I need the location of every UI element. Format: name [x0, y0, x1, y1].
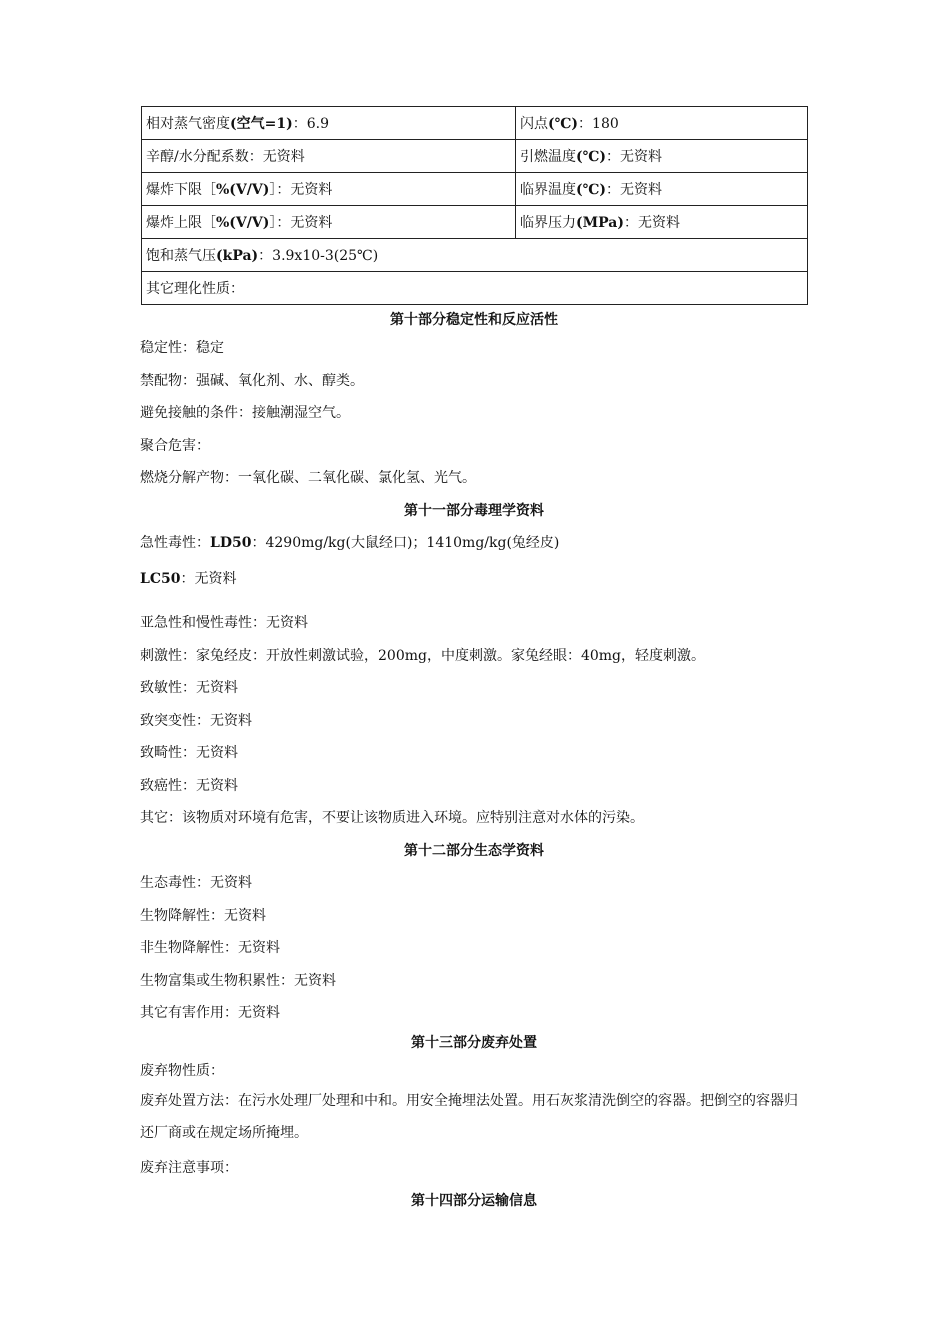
other-adverse-effects-line: 其它有害作用：无资料 [140, 1005, 280, 1021]
section-11-title: 第十一部分毒理学资料 [404, 503, 544, 519]
other-properties-cell: 其它理化性质： [142, 272, 808, 305]
abiotic-degradability-line: 非生物降解性：无资料 [140, 940, 280, 956]
critical-temp-cell: 临界温度(℃)：无资料 [516, 173, 808, 206]
other-toxicity-line: 其它：该物质对环境有危害，不要让该物质进入环境。应特别注意对水体的污染。 [140, 810, 644, 826]
biodegradability-line: 生物降解性：无资料 [140, 908, 266, 924]
disposal-notes-line: 废弃注意事项： [140, 1160, 238, 1176]
table-row [142, 272, 808, 305]
upper-explosion-limit-cell: 爆炸上限［%(V/V)］：无资料 [142, 206, 516, 239]
saturated-vapor-pressure-cell: 饱和蒸气压(kPa)：3.9x10-3(25℃) [142, 239, 808, 272]
table-row [142, 239, 808, 272]
teratogenicity-line: 致畸性：无资料 [140, 745, 238, 761]
decomposition-products-line: 燃烧分解产物：一氧化碳、二氧化碳、氯化氢、光气。 [140, 470, 476, 486]
ecotoxicity-line: 生态毒性：无资料 [140, 875, 252, 891]
chronic-toxicity-line: 亚急性和慢性毒性：无资料 [140, 615, 308, 631]
table-row [142, 173, 808, 206]
flash-point-cell: 闪点(℃)：180 [516, 107, 808, 140]
section-13-title: 第十三部分废弃处置 [411, 1035, 537, 1051]
mutagenicity-line: 致突变性：无资料 [140, 713, 252, 729]
sensitization-line: 致敏性：无资料 [140, 680, 238, 696]
ignition-temp-cell: 引燃温度(℃)：无资料 [516, 140, 808, 173]
acute-toxicity-line: 急性毒性：LD50：4290mg/kg(大鼠经口)；1410mg/kg(兔经皮) [140, 535, 560, 551]
section-10-title: 第十部分稳定性和反应活性 [390, 312, 558, 328]
irritation-line: 刺激性：家兔经皮：开放性刺激试验，200mg，中度刺激。家兔经眼：40mg，轻度刺激。 [140, 648, 706, 664]
incompatible-materials-line: 禁配物：强碱、氧化剂、水、醇类。 [140, 373, 364, 389]
waste-properties-line: 废弃物性质： [140, 1063, 224, 1079]
section-12-title: 第十二部分生态学资料 [404, 843, 544, 859]
lower-explosion-limit-cell: 爆炸下限［%(V/V)］：无资料 [142, 173, 516, 206]
bioaccumulation-line: 生物富集或生物积累性：无资料 [140, 973, 336, 989]
octanol-water-cell: 辛醇/水分配系数：无资料 [142, 140, 516, 173]
relative-vapor-density-cell: 相对蒸气密度(空气=1)：6.9 [142, 107, 516, 140]
section-14-title: 第十四部分运输信息 [411, 1193, 537, 1209]
table-row [142, 206, 808, 239]
conditions-to-avoid-line: 避免接触的条件：接触潮湿空气。 [140, 405, 350, 421]
table-row [142, 140, 808, 173]
lc50-line: LC50：无资料 [140, 571, 237, 587]
stability-line: 稳定性：稳定 [140, 340, 224, 356]
carcinogenicity-line: 致癌性：无资料 [140, 778, 238, 794]
physical-properties-table [141, 106, 808, 305]
polymerization-hazard-line: 聚合危害： [140, 438, 210, 454]
table-row [142, 107, 808, 140]
critical-pressure-cell: 临界压力(MPa)：无资料 [516, 206, 808, 239]
disposal-method-line: 废弃处置方法：在污水处理厂处理和中和。用安全掩埋法处置。用石灰浆清洗倒空的容器。把倒空的容器归还厂商或在规定场所掩埋。 [140, 1093, 798, 1141]
